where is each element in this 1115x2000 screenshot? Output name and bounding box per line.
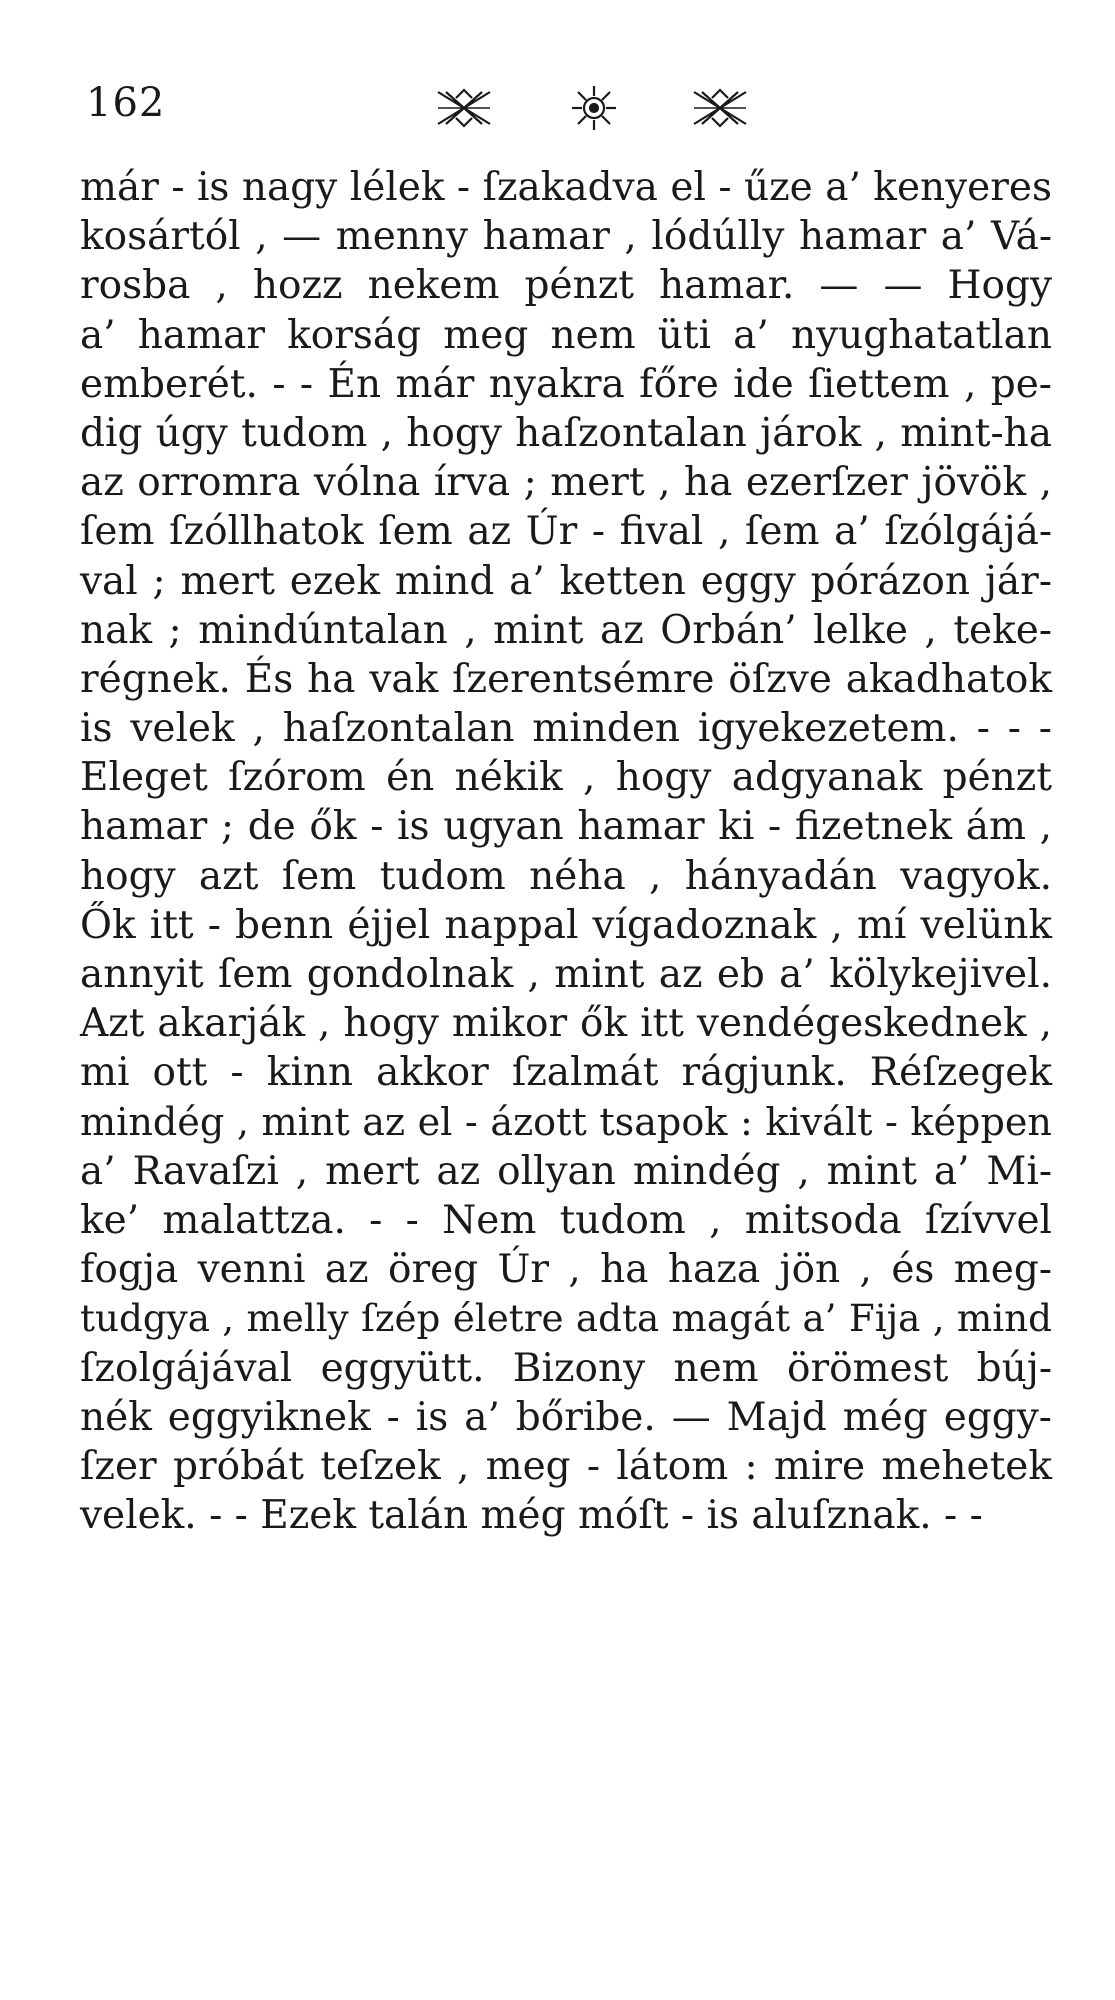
text-line: Ők itt - benn éjjel nappal vígadoznak , mí velünk xyxy=(80,902,1052,948)
text-line: ke’ malattza. - - Nem tudom , mitsoda ſzívvel xyxy=(80,1197,1052,1243)
page-header xyxy=(86,78,1046,138)
text-line: a’ Ravaſzi , mert az ollyan mindég , mint a’ Mi- xyxy=(80,1148,1052,1194)
text-line: emberét. - - Én már nyakra főre ide ſiettem , pe- xyxy=(80,361,1052,407)
text-line: mi ott - kinn akkor ſzalmát rágjunk. Réſzegek xyxy=(80,1050,1052,1096)
text-line: kosártól , — menny hamar , lódúlly hamar a’ Vá- xyxy=(80,214,1052,260)
text-line: dig úgy tudom , hogy haſzontalan járok , mint-ha xyxy=(80,410,1052,456)
text-line: már - is nagy lélek - ſzakadva el - űze a’ kenyeres xyxy=(80,165,1052,210)
body-text xyxy=(80,163,1052,1540)
text-line: ſem ſzóllhatok ſem az Úr - fival , ſem a’ ſzólgájá- xyxy=(80,509,1052,555)
left-crossed-ornament-icon xyxy=(438,90,490,126)
text-line: ſzolgájával eggyütt. Bizony nem örömest búj- xyxy=(80,1345,1052,1391)
text-line: Eleget ſzórom én nékik , hogy adgyanak pénzt xyxy=(80,755,1052,801)
page-number: 162 xyxy=(86,80,166,126)
text-line: val ; mert ezek mind a’ ketten eggy pórázon jár- xyxy=(80,558,1052,604)
text-line: az orromra vólna írva ; mert , ha ezerſzer jövök , xyxy=(80,460,1052,506)
text-line: ſzer próbát teſzek , meg - látom : mire mehetek xyxy=(80,1443,1052,1489)
text-line: fogja venni az öreg Úr , ha haza jön , és meg- xyxy=(80,1247,1052,1293)
text-line: a’ hamar korság meg nem üti a’ nyughatatlan xyxy=(80,312,1052,358)
text-line: nak ; mindúntalan , mint az Orbán’ lelke , teke- xyxy=(80,607,1052,653)
text-line: is velek , haſzontalan minden igyekezetem. - - - xyxy=(80,706,1052,752)
text-line: mindég , mint az el - ázott tsapok : kivált - képpen xyxy=(80,1099,1052,1144)
right-crossed-ornament-icon xyxy=(694,90,746,126)
text-line: Azt akarják , hogy mikor ők itt vendégeskednek , xyxy=(80,1001,1052,1047)
text-line: annyit ſem gondolnak , mint az eb a’ kölykejivel. xyxy=(80,952,1052,997)
text-line: tudgya , melly ſzép életre adta magát a’ Fija , mind xyxy=(80,1296,1052,1341)
text-line: velek. - - Ezek talán még móſt - is aluſznak. - - xyxy=(80,1493,983,1539)
text-line: nék eggyiknek - is a’ bőribe. — Majd még eggy- xyxy=(80,1394,1052,1440)
text-line: hogy azt ſem tudom néha , hányadán vagyok. xyxy=(80,853,1052,899)
text-line: rosba , hozz nekem pénzt hamar. — — Hogy xyxy=(80,263,1052,309)
floral-header-ornament-icon xyxy=(432,82,752,132)
center-flower-ornament-icon xyxy=(572,86,616,130)
text-line: régnek. És ha vak ſzerentsémre öſzve akadhatok xyxy=(80,656,1052,702)
text-line: hamar ; de ők - is ugyan hamar ki - fizetnek ám , xyxy=(80,804,1052,850)
